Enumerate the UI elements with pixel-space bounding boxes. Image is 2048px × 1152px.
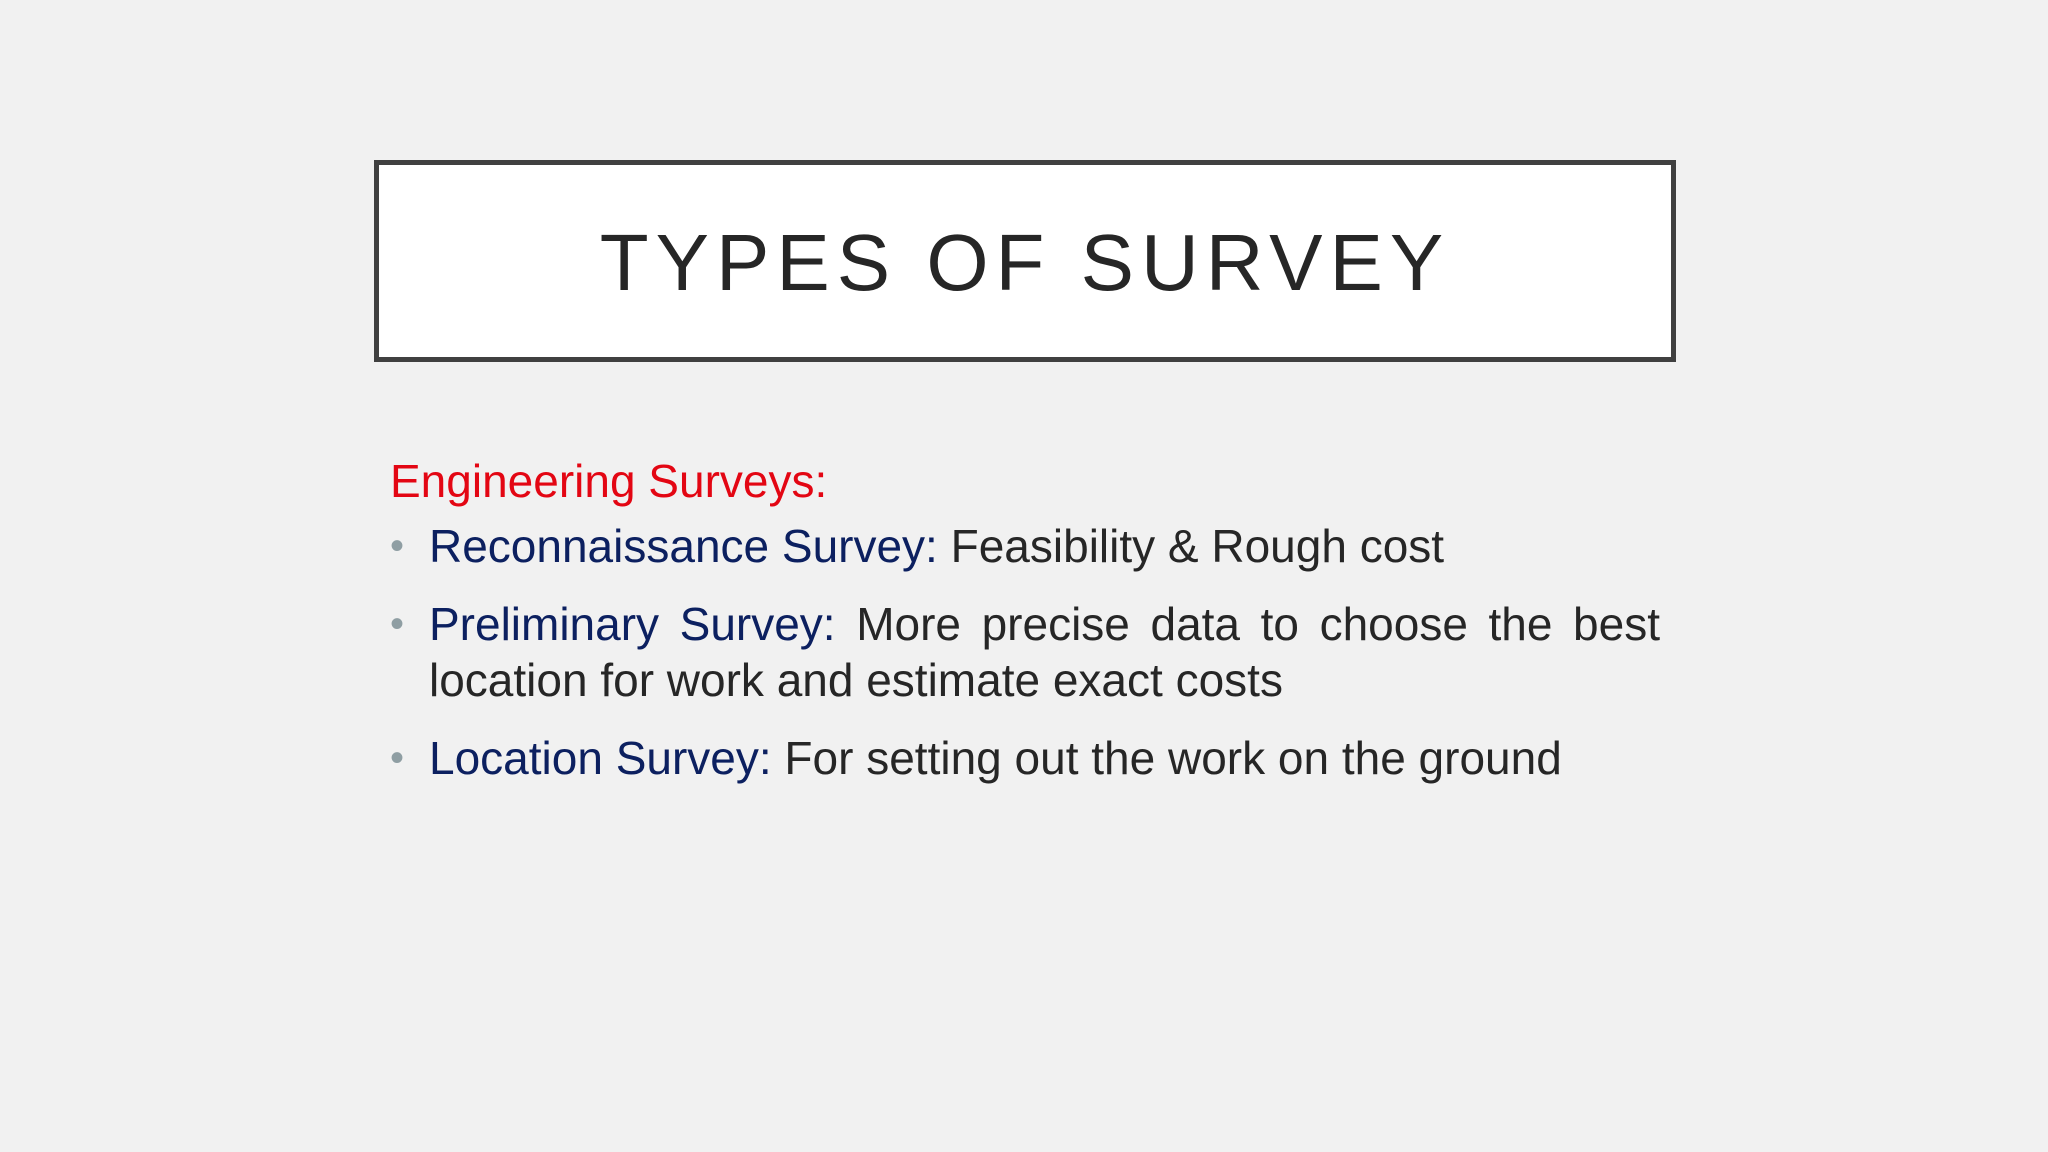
bullet-term: Location Survey: [429,732,772,784]
slide-title: TYPES OF SURVEY [599,218,1451,307]
bullet-term: Preliminary Survey: [429,598,836,650]
bullet-icon: • [390,524,405,568]
slide-content [390,448,1660,808]
bullet-term: Reconnaissance Survey: [429,520,938,572]
bullet-item-reconnaissance [390,518,1660,574]
slide-title-box [374,160,1676,362]
bullet-description: Feasibility & Rough cost [937,520,1445,572]
bullet-item-location [390,730,1660,786]
bullet-icon: • [390,736,405,780]
bullet-icon: • [390,602,405,646]
bullet-description: For setting out the work on the ground [771,732,1562,784]
bullet-list [390,518,1660,786]
bullet-item-preliminary [390,596,1660,708]
section-heading: Engineering Surveys: [390,455,828,507]
bullet-description: More precise data to choose the best location for work and estimate exact costs [429,598,1660,706]
